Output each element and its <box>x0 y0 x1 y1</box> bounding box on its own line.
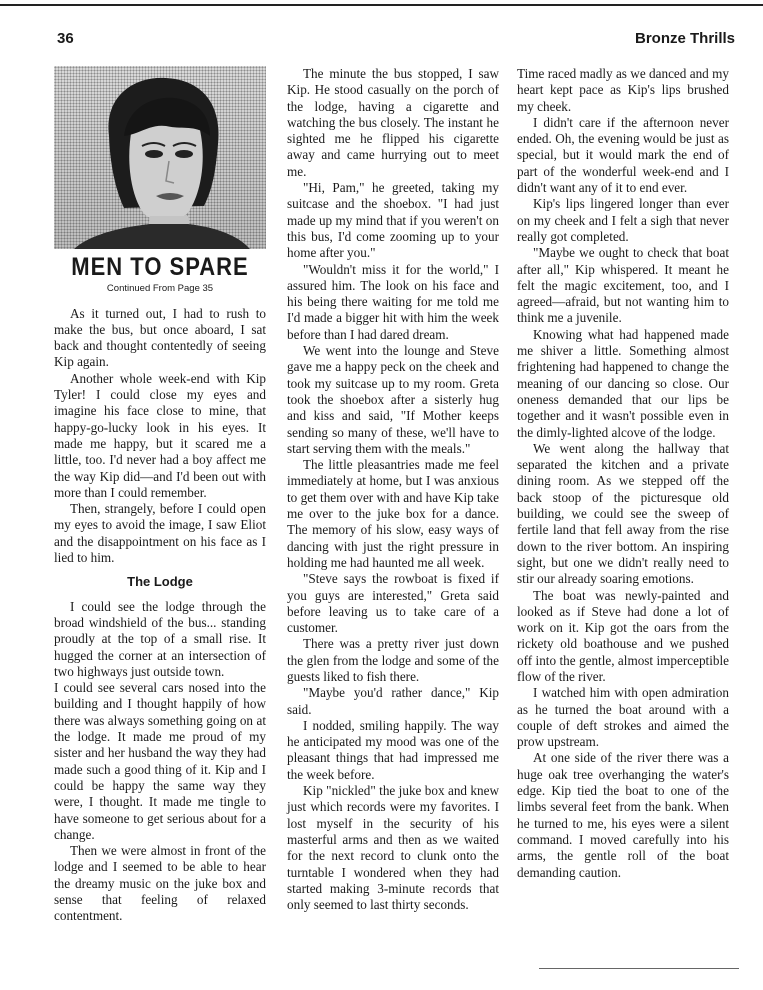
paragraph: The little pleasantries made me feel immediately at home, but I was anxious to get them over with and have Kip take me over to the juke box for a dance. The memory of his slow, easy ways of dancing with just the right pressure in holding me had haunted me all week. <box>287 457 499 570</box>
paragraph: I didn't care if the afternoon never ended. Oh, the evening would be just as special, but it would mark the end of part of the wonderful week-end and I didn't want any of it to end ever. <box>517 114 729 196</box>
paragraph: At one side of the river there was a huge oak tree overhanging the water's edge. Kip tied the boat to one of the limbs several feet from the bank. When he turned to me, his eyes were a silent command. I moved carefully into his arms, the gentle roll of the boat demanding caution. <box>517 750 729 880</box>
paragraph: I could see several cars nosed into the building and I thought happily of how there was always something going on at the lodge. It made me proud of my sister and her husband the way they had made such a good thing of it. Kip and I could be happy the same way they were, I thought. It made me tingle to have someone to get serious about for a change. <box>54 680 266 842</box>
magazine-title: Bronze Thrills <box>634 30 735 47</box>
woman-portrait-icon <box>54 66 266 249</box>
paragraph: Time raced madly as we danced and my heart kept pace as Kip's lips brushed my cheek. <box>517 66 729 114</box>
paragraph: "Hi, Pam," he greeted, taking my suitcase and the shoebox. "I had just made up my mind that if you weren't on this bus, I'd come zooming up to your home after you." <box>287 180 499 261</box>
story-title: MEN TO SPARE <box>71 252 249 281</box>
column-1 <box>54 66 266 925</box>
section-subhead: The Lodge <box>127 574 193 590</box>
paragraph: I could see the lodge through the broad windshield of the bus... standing proudly at the top of a small rise. It hugged the corner at an intersection of two highways just outside town. <box>54 598 266 679</box>
continued-note: Continued From Page 35 <box>106 283 214 295</box>
paragraph: "Maybe we ought to check that boat after all," Kip whispered. It meant he felt the magic excitement, too, and I agreed—afraid, but not wanting him to think me a juvenile. <box>517 245 729 326</box>
paragraph: The boat was newly-painted and looked as if Steve had done a lot of work on it. Kip got the oars from the rickety old boathouse and we pushed off into the gentle, almost imperceptible flow of the river. <box>517 587 729 684</box>
bottom-rule <box>539 968 739 969</box>
paragraph: Kip's lips lingered longer than ever on my cheek and I felt a sigh that never really got completed. <box>517 196 729 244</box>
paragraph: I nodded, smiling happily. The way he anticipated my mood was one of the pleasant things that had impressed me the week before. <box>287 717 499 782</box>
paragraph: Knowing what had happened made me shiver a little. Something almost frightening had happened to change the meaning of our dancing so close. Our oneness demanded that our lips be together and it wasn't possible even in the dimly-lighted alcove of the lodge. <box>517 326 729 440</box>
paragraph: There was a pretty river just down the glen from the lodge and some of the guests liked to fish there. <box>287 636 499 684</box>
paragraph: I watched him with open admiration as he turned the boat around with a couple of deft strokes and aimed the prow upstream. <box>517 685 729 750</box>
paragraph: Then we were almost in front of the lodge and I seemed to be able to hear the dreamy music on the juke box and sense that feeling of relaxed contentment. <box>54 843 266 924</box>
paragraph: As it turned out, I had to rush to make the bus, but once aboard, I sat back and thought contentedly of seeing Kip again. <box>54 305 266 370</box>
paragraph: Kip "nickled" the juke box and knew just which records were my favorites. I lost myself in the security of his masterful arms and then as we waited for the next record to clunk onto the turntable I wondered when they had started making 3-minute records that only seemed to last thirty seconds. <box>287 783 499 913</box>
paragraph: "Wouldn't miss it for the world," I assured him. The look on his face and his being there waiting for me told me I'd made a bigger hit with him the week before than I had dared dream. <box>287 261 499 342</box>
paragraph: "Maybe you'd rather dance," Kip said. <box>287 685 499 717</box>
column-3 <box>517 66 729 881</box>
portrait-photo <box>54 66 266 249</box>
paragraph: Another whole week-end with Kip Tyler! I could close my eyes and imagine his face close to mine, that happy-go-lucky look in his eyes. It made me happy, but it scared me a little, too. I'd never had a boy affect me the way Kip did—and I'd been out with more than I could remember. <box>54 370 266 500</box>
paragraph: We went into the lounge and Steve gave me a happy peck on the cheek and took my suitcase up to my room. Greta took the shoebox after a sisterly hug and kiss and said, "If Mother keeps sending so many of these, we'll have to start serving them with the meals." <box>287 343 499 456</box>
paragraph: We went along the hallway that separated the kitchen and a private dining room. As we stepped off the back stoop of the picturesque old building, we could see the sweep of fertile land that fell away from the rise down to the river bottom. An inspiring sight, but one we didn't really need to stir our already soaring emotions. <box>517 440 729 587</box>
paragraph: "Steve says the rowboat is fixed if you guys are interested," Greta said before leaving us to take care of a customer. <box>287 571 499 636</box>
page-number: 36 <box>57 30 74 47</box>
column-2 <box>287 66 499 913</box>
paragraph: The minute the bus stopped, I saw Kip. He stood casually on the porch of the lodge, having a cigarette and watching the bus closely. The instant he sighted me he flipped his cigarette away and came hurrying out to meet me. <box>287 66 499 179</box>
top-rule <box>0 4 763 6</box>
paragraph: Then, strangely, before I could open my eyes to avoid the image, I saw Eliot and the disappointment on his face as I lied to him. <box>54 501 266 566</box>
